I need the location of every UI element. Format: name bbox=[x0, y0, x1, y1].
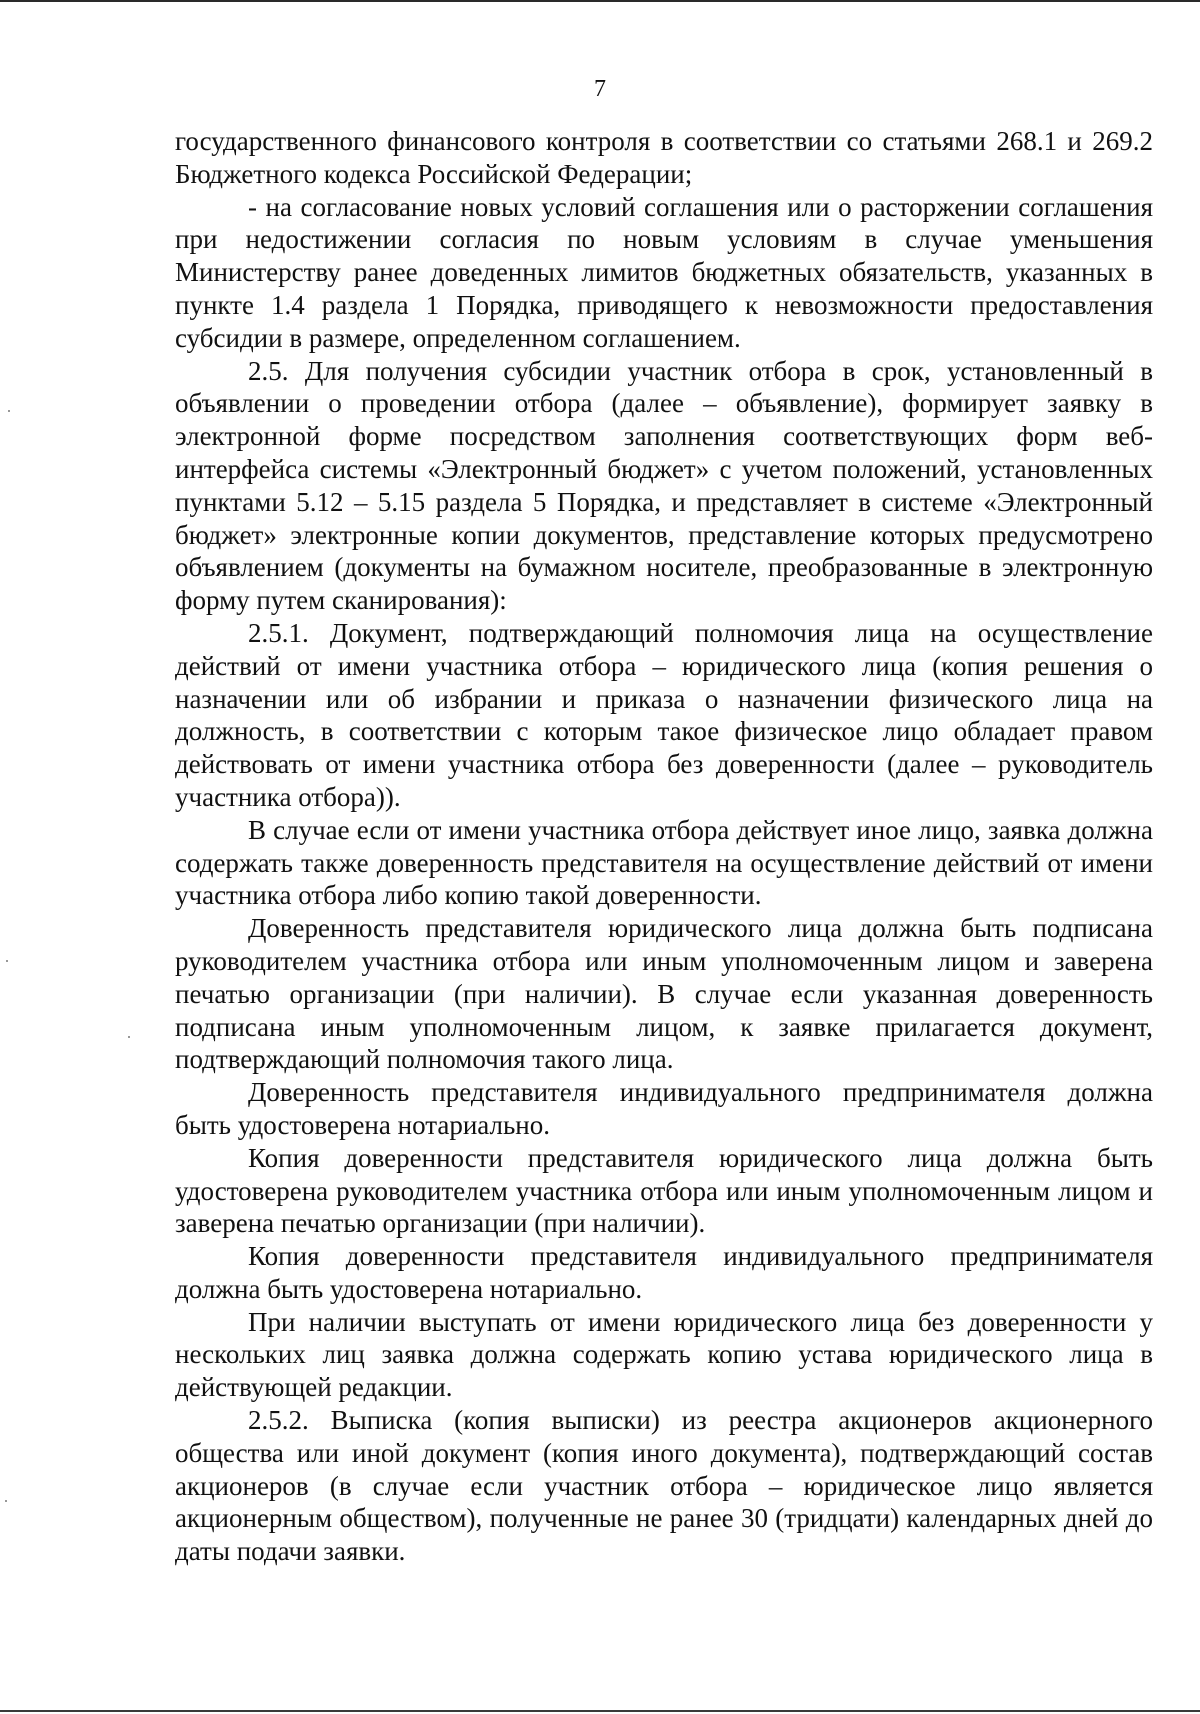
paragraph-continuation: государственного финансового контроля в соответствии со статьями 268.1 и 269.2 Бюджетного кодекса Российской Федерации; bbox=[175, 126, 1153, 189]
scan-speck bbox=[8, 410, 10, 412]
scan-speck bbox=[6, 960, 8, 962]
scan-edge-bottom bbox=[0, 1710, 1200, 1712]
paragraph-legal-entity-poa: Доверенность представителя юридического лица должна быть подписана руководителем участника отбора или иным уполномоченным лицом и заверена печатью организации (при наличии). В случае если указанная доверенность подписана иным уполномоченным лицом, к заявке прилагается документ, подтверждающий полномочия такого лица. bbox=[175, 913, 1153, 1075]
scan-speck bbox=[5, 1500, 7, 1502]
paragraph-2-5-1: 2.5.1. Документ, подтверждающий полномочия лица на осуществление действий от имени участника отбора – юридического лица (копия решения о назначении или об избрании и приказа о назначении физического лица на должность, в соответствии с которым такое физическое лицо обладает правом действовать от имени участника отбора без доверенности (далее – руководитель участника отбора)). bbox=[175, 617, 1153, 812]
paragraph-entrepreneur-poa: Доверенность представителя индивидуального предпринимателя должна быть удостоверена нотариально. bbox=[175, 1077, 1153, 1140]
scan-edge-top bbox=[0, 0, 1200, 2]
paragraph-2-5: 2.5. Для получения субсидии участник отбора в срок, установленный в объявлении о проведении отбора (далее – объявление), формирует заявку в электронной форме посредством заполнения соответствующих форм веб-интерфейса системы «Электронный бюджет» с учетом положений, установленных пунктами 5.12 – 5.15 раздела 5 Порядка, и представляет в системе «Электронный бюджет» электронные копии документов, представление которых предусмотрено объявлением (документы на бумажном носителе, преобразованные в электронную форму путем сканирования): bbox=[175, 355, 1153, 616]
paragraph-agreement-terms: - на согласование новых условий соглашения или о расторжении соглашения при недостижении согласия по новым условиям в случае уменьшения Министерству ранее доведенных лимитов бюджетных обязательств, указанных в пункте 1.4 раздела 1 Порядка, приводящего к невозможности предоставления субсидии в размере, определенном соглашением. bbox=[175, 191, 1153, 353]
document-body bbox=[175, 125, 1153, 1568]
paragraph-charter-copy: При наличии выступать от имени юридического лица без доверенности у нескольких лиц заявка должна содержать копию устава юридического лица в действующей редакции. bbox=[175, 1306, 1153, 1403]
scan-speck bbox=[128, 1036, 130, 1038]
paragraph-other-person: В случае если от имени участника отбора действует иное лицо, заявка должна содержать также доверенность представителя на осуществление действий от имени участника отбора либо копию такой доверенности. bbox=[175, 814, 1153, 911]
paragraph-entrepreneur-poa-copy: Копия доверенности представителя индивидуального предпринимателя должна быть удостоверена нотариально. bbox=[175, 1241, 1153, 1304]
page-number: 7 bbox=[594, 76, 606, 102]
paragraph-legal-entity-poa-copy: Копия доверенности представителя юридического лица должна быть удостоверена руководителем участника отбора или иным уполномоченным лицом и заверена печатью организации (при наличии). bbox=[175, 1142, 1153, 1239]
paragraph-2-5-2: 2.5.2. Выписка (копия выписки) из реестра акционеров акционерного общества или иной документ (копия иного документа), подтверждающий состав акционеров (в случае если участник отбора – юридическое лицо является акционерным обществом), полученные не ранее 30 (тридцати) календарных дней до даты подачи заявки. bbox=[175, 1405, 1153, 1567]
